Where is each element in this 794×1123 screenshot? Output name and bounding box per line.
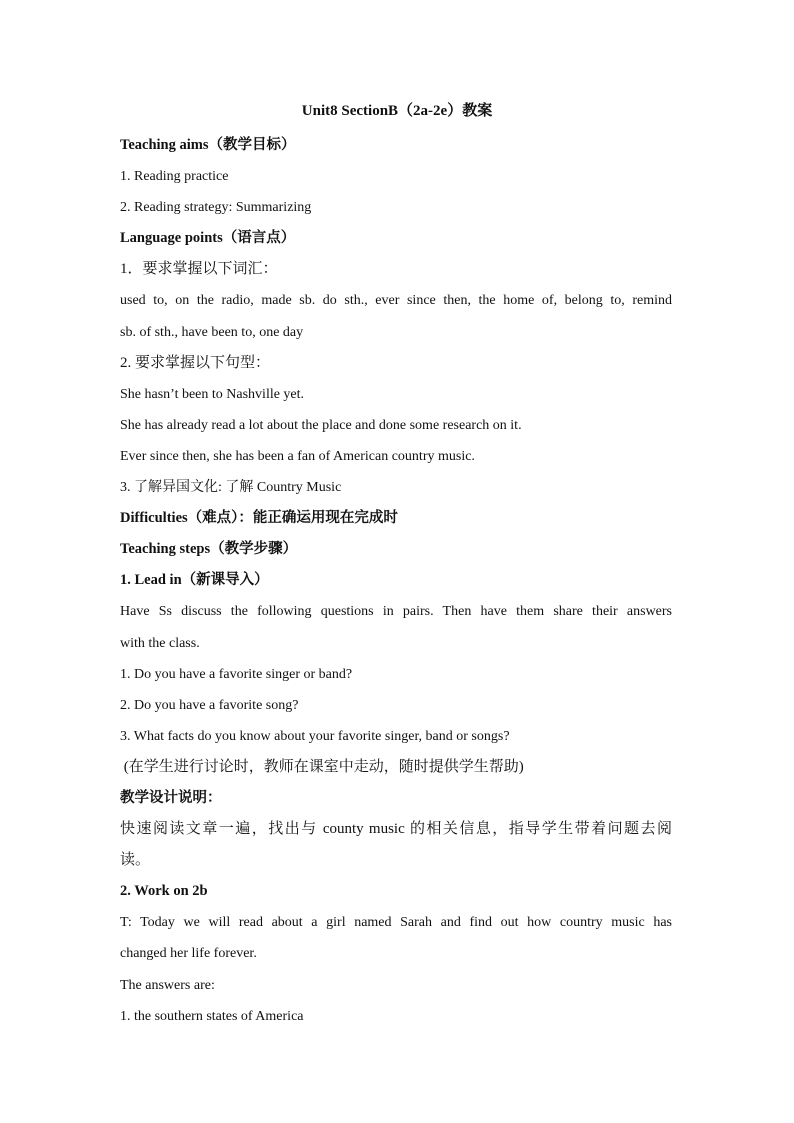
paragraph-line: used to, on the radio, made sb. do sth., ever since then, the home of, belong to, remind [120,293,672,309]
answer-item: 1. the southern states of America [120,1008,304,1024]
paragraph-line: T: Today we will read about a girl named Sarah and find out how country music has [120,915,672,931]
paragraph-line: with the class. [120,635,200,651]
heading-work-on-2b: 2. Work on 2b [120,883,208,900]
heading-teaching-aims: Teaching aims（教学目标） [120,137,296,153]
heading-design-notes: 教学设计说明： [120,789,222,806]
heading-language-points: Language points（语言点） [120,230,296,247]
paragraph-line: 快速阅读文章一遍，找出与 county music 的相关信息，指导学生带着问题去阅 [120,821,672,838]
heading-teaching-steps: Teaching steps（教学步骤） [120,541,298,558]
paragraph-line: Ever since then, she has been a fan of American country music. [120,448,475,464]
question-item: 2. Do you have a favorite song? [120,697,299,713]
question-item: 3. What facts do you know about your favorite singer, band or songs? [120,728,510,744]
heading-difficulties: Difficulties（难点）：能正确运用现在完成时 [120,510,398,527]
paragraph-line: 3. 了解异国文化: 了解 Country Music [120,480,342,496]
paragraph-line: The answers are: [120,977,215,993]
paragraph-line: 1．要求掌握以下词汇： [120,261,278,278]
paragraph-line: 1. Reading practice [120,169,229,185]
paragraph-line: 2. 要求掌握以下句型： [120,354,271,371]
paragraph-line: changed her life forever. [120,946,257,962]
document-body [120,130,672,1032]
paragraph-line: She has already read a lot about the place and done some research on it. [120,417,522,433]
paragraph-line: Have Ss discuss the following questions in pairs. Then have them share their answers [120,604,672,620]
page-title: Unit8 SectionB（2a-2e）教案 [301,103,493,119]
question-item: 1. Do you have a favorite singer or band? [120,666,353,682]
paragraph-line: 读。 [120,852,151,869]
paragraph-line: She hasn’t been to Nashville yet. [120,386,305,402]
paragraph-line: 2. Reading strategy: Summarizing [120,200,312,216]
teacher-note: (在学生进行讨论时，教师在课室中走动，随时提供学生帮助) [120,758,524,775]
heading-lead-in: 1. Lead in（新课导入） [120,572,269,589]
paragraph-line: sb. of sth., have been to, one day [120,324,304,340]
